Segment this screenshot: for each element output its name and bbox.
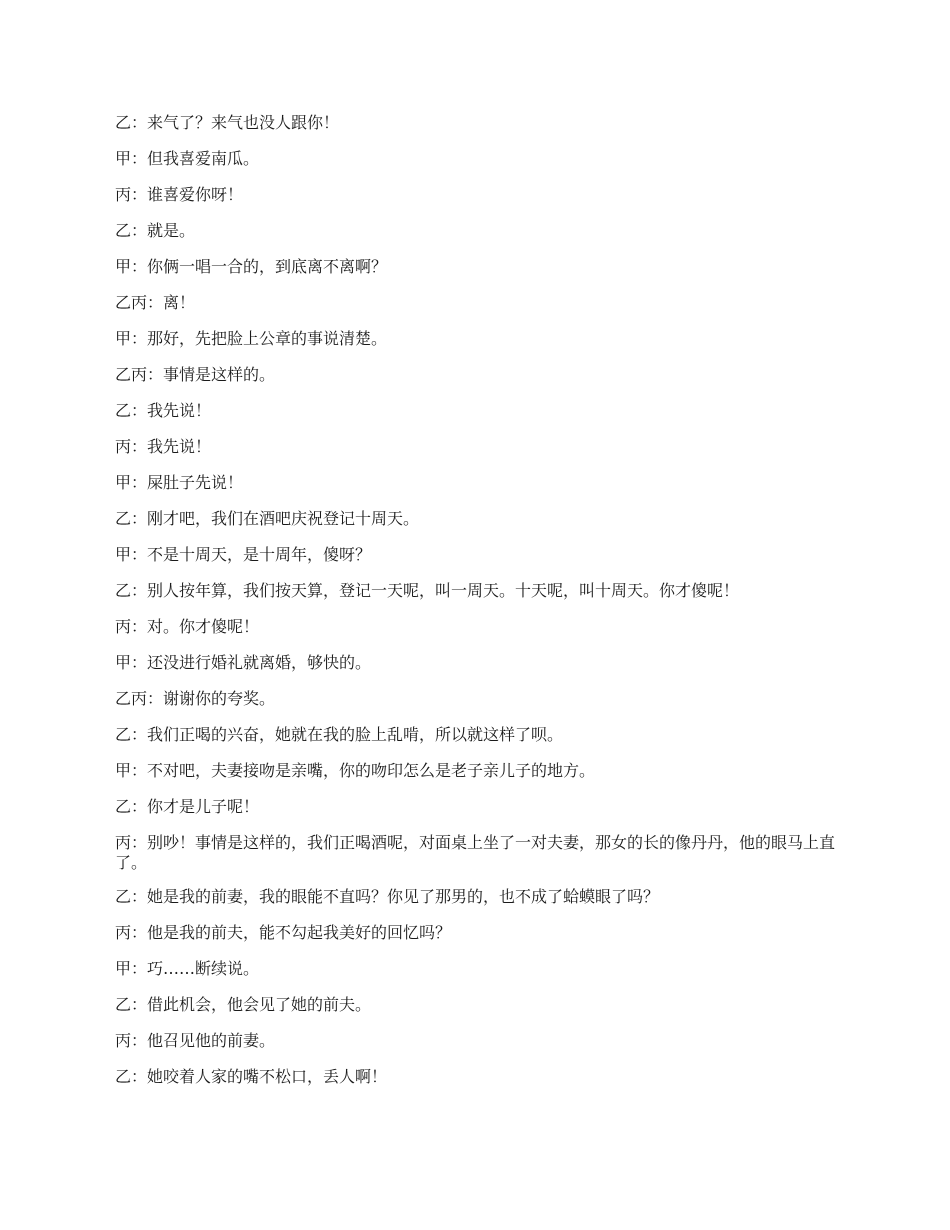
dialogue-line: 丙：他召见他的前妻。 [115,1031,276,1050]
dialogue-line: 甲：不对吧，夫妻接吻是亲嘴，你的吻印怎么是老子亲儿子的地方。 [115,761,596,780]
dialogue-line: 丙：对。你才傻呢！ [115,617,260,636]
dialogue-line: 丙：他是我的前夫，能不勾起我美好的回忆吗？ [115,923,452,942]
dialogue-line: 乙丙：离！ [115,293,196,312]
dialogue-line: 乙：借此机会，他会见了她的前夫。 [115,995,372,1014]
dialogue-line: 丙：谁喜爱你呀！ [115,185,244,204]
dialogue-line: 乙丙：事情是这样的。 [115,365,276,384]
dialogue-line: 甲：不是十周天，是十周年，傻呀？ [115,545,372,564]
dialogue-line: 乙：我们正喝的兴奋，她就在我的脸上乱啃，所以就这样了呗。 [115,725,564,744]
dialogue-line: 乙：她咬着人家的嘴不松口，丢人啊！ [115,1067,388,1086]
dialogue-line: 甲：那好，先把脸上公章的事说清楚。 [115,329,388,348]
dialogue-line: 甲：但我喜爱南瓜。 [115,149,260,168]
dialogue-line: 乙：我先说！ [115,401,212,420]
dialogue-line: 甲：巧……断续说。 [115,959,260,978]
dialogue-line: 甲：你俩一唱一合的，到底离不离啊？ [115,257,388,276]
dialogue-line: 甲：还没进行婚礼就离婚，够快的。 [115,653,372,672]
dialogue-line: 乙：她是我的前妻，我的眼能不直吗？你见了那男的，也不成了蛤蟆眼了吗？ [115,887,660,906]
dialogue-line: 丙：别吵！事情是这样的，我们正喝酒呢，对面桌上坐了一对夫妻，那女的长的像丹丹，他的眼马上直了。 [115,833,836,872]
dialogue-line: 乙丙：谢谢你的夸奖。 [115,689,276,708]
dialogue-body [115,113,835,1103]
dialogue-line: 乙：就是。 [115,221,196,240]
dialogue-line: 乙：别人按年算，我们按天算，登记一天呢，叫一周天。十天呢，叫十周天。你才傻呢！ [115,581,740,600]
dialogue-line: 乙：你才是儿子呢！ [115,797,260,816]
dialogue-line: 甲：屎肚子先说！ [115,473,244,492]
dialogue-line: 乙：刚才吧，我们在酒吧庆祝登记十周天。 [115,509,420,528]
dialogue-line: 乙：来气了？来气也没人跟你！ [115,113,340,132]
dialogue-line: 丙：我先说！ [115,437,212,456]
